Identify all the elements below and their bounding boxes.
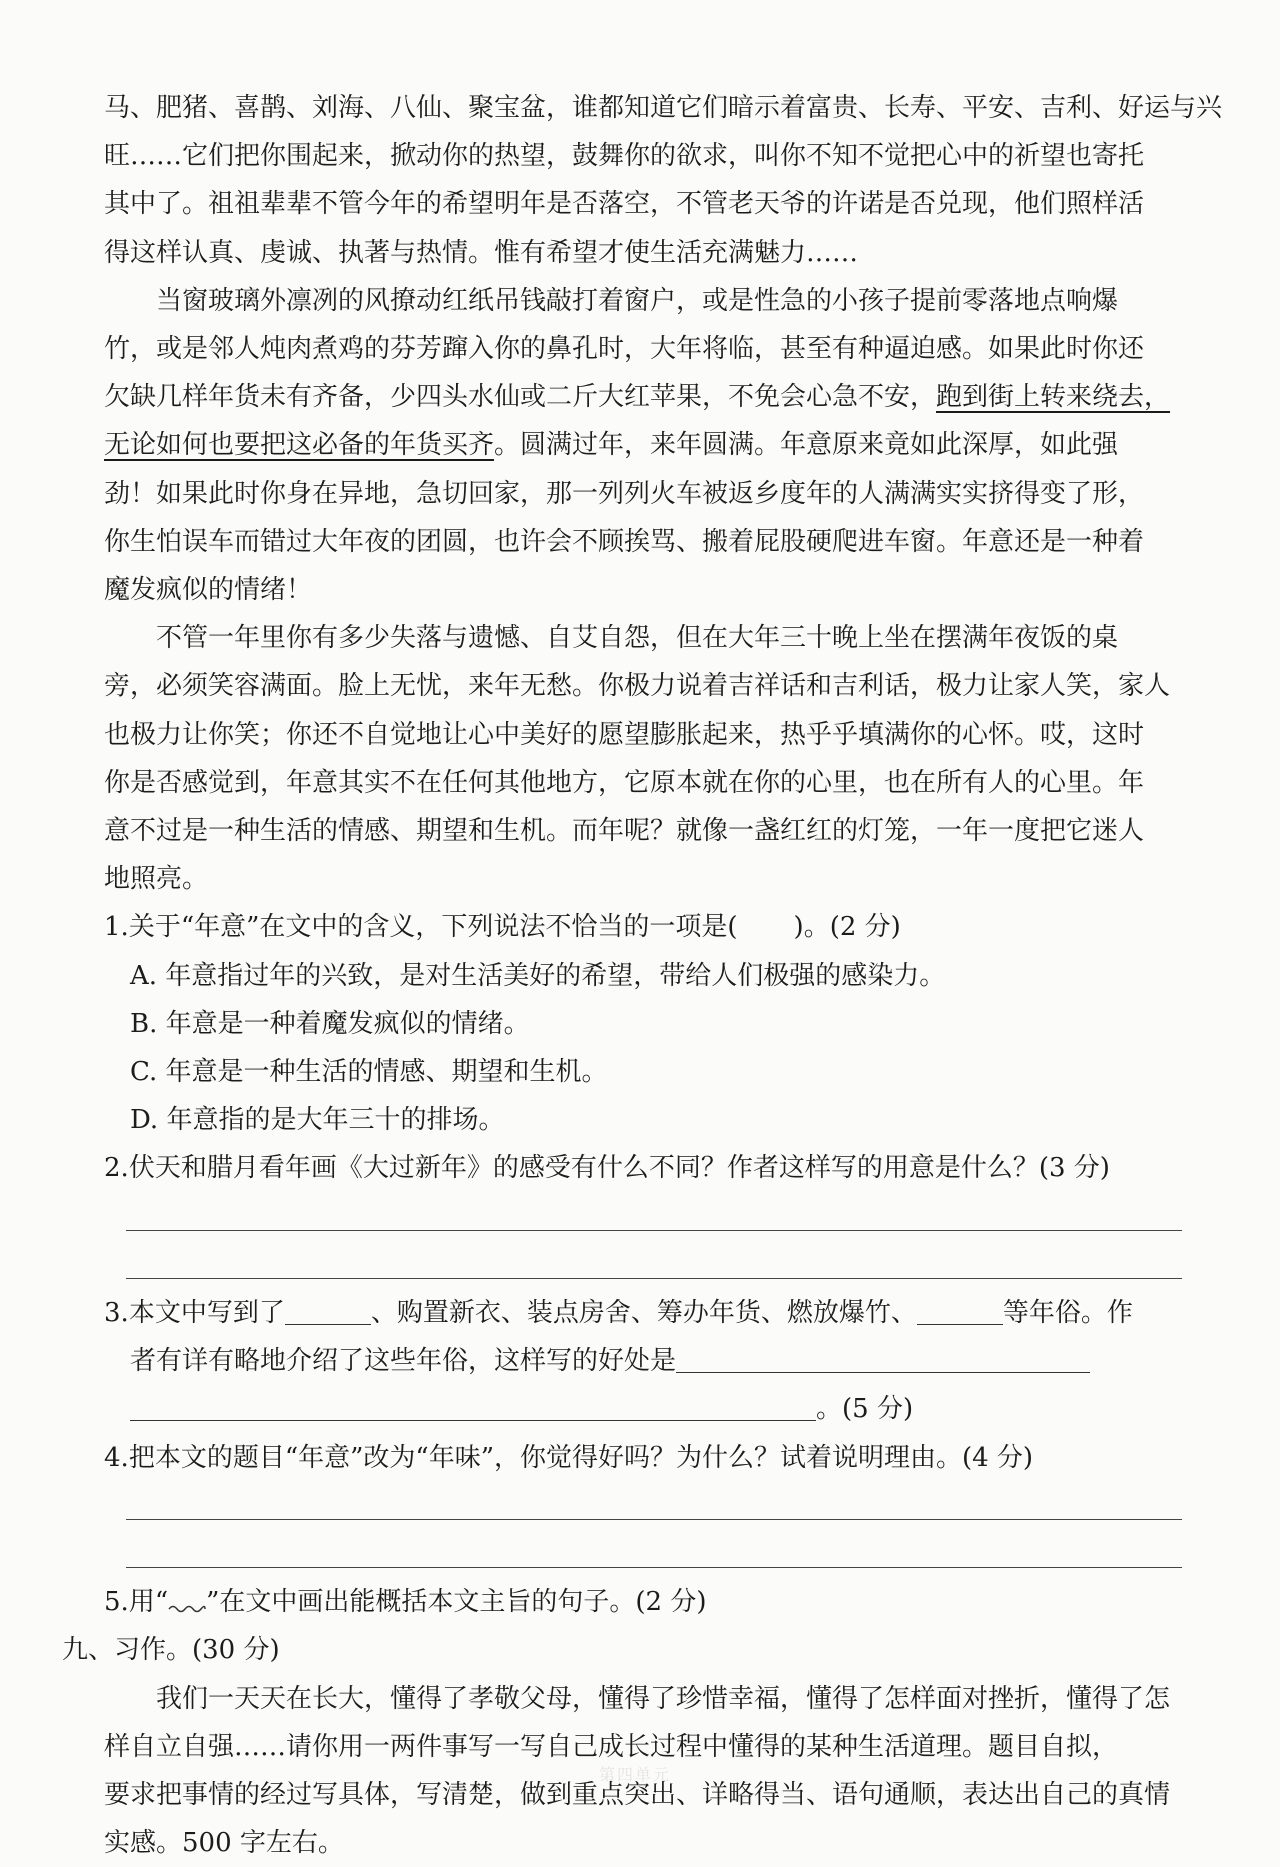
- text-line: 当窗玻璃外凛冽的风撩动红纸吊钱敲打着窗户，或是性急的小孩子提前零落地点响爆: [156, 285, 1119, 316]
- underlined-sentence: 跑到街上转来绕去，: [936, 382, 1171, 413]
- question-3-last-line: [104, 1385, 1182, 1433]
- question-1: [104, 903, 1182, 951]
- question-4: [104, 1434, 1182, 1482]
- option-b[interactable]: B. 年意是一种着魔发疯似的情绪。: [130, 1008, 530, 1039]
- text-line: 不管一年里你有多少失落与遗憾、自艾自怨，但在大年三十晚上坐在摆满年夜饭的桌: [156, 623, 1119, 654]
- question-text: ”在文中画出能概括本文主旨的句子。(2 分): [206, 1587, 707, 1618]
- question-2: [104, 1144, 1182, 1192]
- fill-blank[interactable]: [676, 1346, 1090, 1373]
- text-line: 样自立自强……请你用一两件事写一写自己成长过程中懂得的某种生活道理。题目自拟，: [104, 1731, 1119, 1762]
- passage-paragraph-2: [104, 277, 1182, 614]
- question-text: 者有详有略地介绍了这些年俗，这样写的好处是: [130, 1346, 677, 1377]
- answer-line[interactable]: [104, 1193, 1182, 1241]
- question-number: 4.: [104, 1442, 129, 1473]
- text-line: 也极力让你笑；你还不自觉地让心中美好的愿望膨胀起来，热乎乎填满你的心怀。哎，这时: [104, 719, 1145, 750]
- text-line: 意不过是一种生活的情感、期望和生机。而年呢？就像一盏红红的灯笼，一年一度把它迷人: [104, 816, 1145, 847]
- fill-blank[interactable]: [917, 1298, 1003, 1325]
- fill-blank[interactable]: [285, 1298, 371, 1325]
- text-line: 马、肥猪、喜鹊、刘海、八仙、聚宝盆，谁都知道它们暗示着富贵、长寿、平安、吉利、好运与兴: [104, 93, 1223, 123]
- wavy-underline-icon: [168, 1588, 206, 1614]
- text-line: 旺……它们把你围起来，掀动你的热望，鼓舞你的欲求，叫你不知不觉把心中的祈望也寄托: [104, 141, 1145, 172]
- text-line: 竹，或是邻人炖肉煮鸡的芬芳蹿入你的鼻孔时，大年将临，甚至有种逼迫感。如果此时你还: [104, 334, 1145, 365]
- option-a[interactable]: A. 年意指过年的兴致，是对生活美好的希望，带给人们极强的感染力。: [130, 960, 946, 991]
- question-text: 本文中写到了: [128, 1298, 285, 1329]
- underlined-sentence: 无论如何也要把这必备的年货买齐: [104, 430, 495, 461]
- text-line: 旁，必须笑容满面。脸上无忧，来年无愁。你极力说着吉祥话和吉利话，极力让家人笑，家人: [104, 671, 1171, 702]
- page-content: [62, 84, 1223, 1867]
- question-number: 5.: [104, 1587, 129, 1618]
- option-c[interactable]: C. 年意是一种生活的情感、期望和生机。: [130, 1057, 608, 1088]
- text-segment: 欠缺几样年货未有齐备，少四头水仙或二斤大红苹果，不免会心急不安，: [104, 382, 937, 413]
- question-text: 伏天和腊月看年画《大过新年》的感受有什么不同？作者这样写的用意是什么？(3 分): [128, 1153, 1110, 1184]
- option-d[interactable]: D. 年意指的是大年三十的排场。: [130, 1105, 505, 1136]
- text-line: [104, 373, 1182, 421]
- answer-line[interactable]: [104, 1530, 1182, 1578]
- question-number: 2.: [104, 1153, 129, 1184]
- text-line: 得这样认真、虔诚、执著与热情。惟有希望才使生活充满魅力……: [104, 237, 859, 268]
- text-line: 你是否感觉到，年意其实不在任何其他地方，它原本就在你的心里，也在所有人的心里。年: [104, 767, 1145, 798]
- text-line: 劲！如果此时你身在异地，急切回家，那一列列火车被返乡度年的人满满实实挤得变了形，: [104, 478, 1145, 509]
- footer-watermark: 第四单元: [598, 1765, 671, 1784]
- question-text: 等年俗。作: [1002, 1298, 1133, 1329]
- answer-line[interactable]: [104, 1482, 1182, 1530]
- text-line: [104, 421, 1182, 469]
- text-line: 要求把事情的经过写具体，写清楚，做到重点突出、详略得当、语句通顺，表达出自己的真情: [104, 1780, 1171, 1811]
- question-5: [104, 1578, 1182, 1626]
- question-3-continued: [104, 1337, 1182, 1385]
- text-line: 地照亮。: [104, 864, 209, 895]
- passage-paragraph-3: [104, 614, 1182, 903]
- text-line: 我们一天天在长大，懂得了孝敬父母，懂得了珍惜幸福，懂得了怎样面对挫折，懂得了怎: [156, 1683, 1171, 1714]
- text-line: 你生怕误车而错过大年夜的团圆，也许会不顾挨骂、搬着屁股硬爬进车窗。年意还是一种着: [104, 526, 1145, 557]
- text-segment: 。圆满过年，来年圆满。年意原来竟如此深厚，如此强: [494, 430, 1119, 461]
- question-text: 关于“年意”在文中的含义，下列说法不恰当的一项是(: [128, 912, 738, 943]
- question-score: 。(5 分): [816, 1394, 914, 1425]
- text-line: 魔发疯似的情绪！: [104, 575, 313, 606]
- section-heading: 九、习作。(30 分): [62, 1635, 280, 1666]
- question-text: 用“: [128, 1587, 169, 1618]
- fill-blank[interactable]: [130, 1394, 816, 1421]
- passage-paragraph-1: [104, 84, 1223, 277]
- text-line: 其中了。祖祖辈辈不管今年的希望明年是否落空，不管老天爷的许诺是否兑现，他们照样活: [104, 189, 1145, 220]
- answer-line[interactable]: [104, 1241, 1182, 1289]
- question-text: 、购置新衣、装点房舍、筹办年货、燃放爆竹、: [370, 1298, 917, 1329]
- question-number: 1.: [104, 912, 129, 943]
- question-3: [104, 1289, 1182, 1337]
- text-line: 实感。500 字左右。: [104, 1828, 344, 1859]
- question-text: 把本文的题目“年意”改为“年味”，你觉得好吗？为什么？试着说明理由。(4 分): [128, 1442, 1034, 1473]
- question-number: 3.: [104, 1298, 129, 1329]
- question-score: )。(2 分): [793, 912, 901, 943]
